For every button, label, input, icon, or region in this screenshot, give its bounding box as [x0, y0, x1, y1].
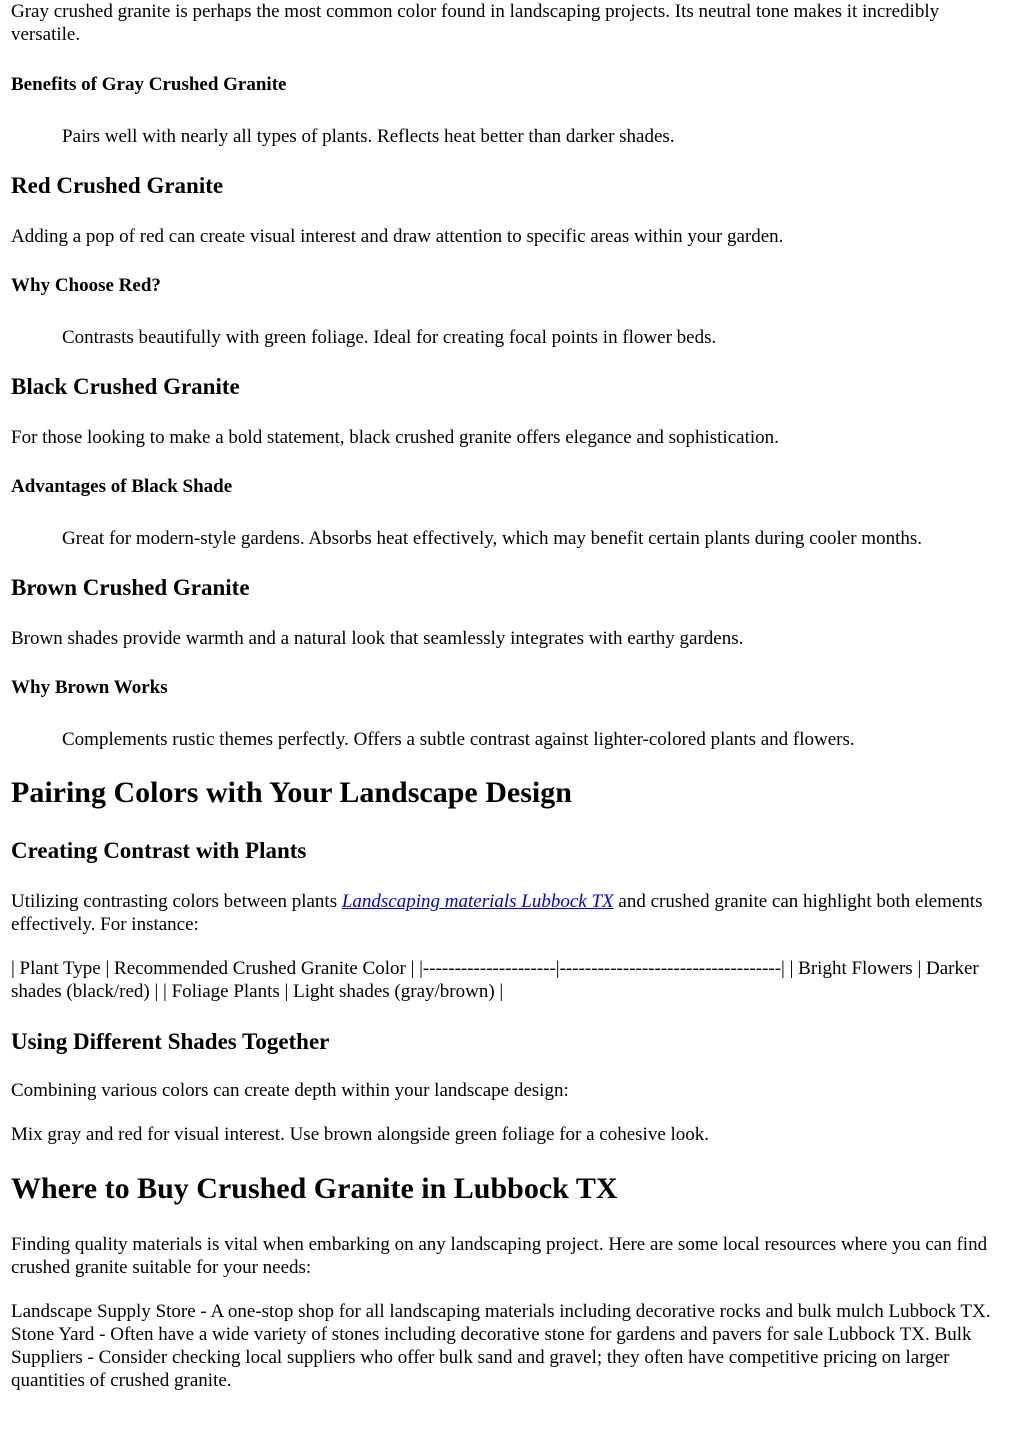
creating-contrast-heading: Creating Contrast with Plants	[11, 838, 307, 863]
black-advantages-quote: Great for modern-style gardens. Absorbs heat effectively, which may benefit certain plants during cooler months.	[62, 528, 923, 549]
landscaping-materials-link[interactable]: Landscaping materials Lubbock TX	[341, 891, 614, 912]
different-shades-list: Mix gray and red for visual interest. Use brown alongside green foliage for a cohesive look.	[11, 1124, 710, 1145]
brown-why-quote: Complements rustic themes perfectly. Offers a subtle contrast against lighter-colored plants and flowers.	[62, 729, 855, 750]
where-to-buy-paragraph: Finding quality materials is vital when embarking on any landscaping project. Here are some local resources where you can find crushed granite suitable for your needs:	[11, 1234, 988, 1278]
brown-why-heading: Why Brown Works	[11, 677, 168, 698]
red-granite-heading: Red Crushed Granite	[11, 173, 224, 198]
black-granite-paragraph: For those looking to make a bold statement, black crushed granite offers elegance and sophistication.	[11, 427, 779, 448]
black-granite-heading: Black Crushed Granite	[11, 374, 240, 399]
gray-benefits-heading: Benefits of Gray Crushed Granite	[11, 74, 287, 95]
different-shades-paragraph: Combining various colors can create depth within your landscape design:	[11, 1080, 569, 1101]
different-shades-heading: Using Different Shades Together	[11, 1029, 330, 1054]
gray-benefits-quote: Pairs well with nearly all types of plants. Reflects heat better than darker shades.	[62, 126, 675, 147]
where-to-buy-heading: Where to Buy Crushed Granite in Lubbock TX	[11, 1172, 618, 1205]
red-granite-paragraph: Adding a pop of red can create visual interest and draw attention to specific areas within your garden.	[11, 226, 784, 247]
where-to-buy-list: Landscape Supply Store - A one-stop shop for all landscaping materials including decorative rocks and bulk mulch Lubbock TX. Stone Yard - Often have a wide variety of stones including decorative stone for gardens and pavers for sale Lubbock TX. Bulk Suppliers - Consider checking local suppliers who offer bulk sand and gravel; they often have competitive pricing on larger quantities of crushed granite.	[11, 1301, 991, 1391]
intro-paragraph: Gray crushed granite is perhaps the most common color found in landscaping projects. Its neutral tone makes it incredibly versatile.	[11, 1, 940, 45]
red-why-quote: Contrasts beautifully with green foliage. Ideal for creating focal points in flower beds.	[62, 327, 717, 348]
contrast-text-before: Utilizing contrasting colors between plants	[11, 891, 342, 912]
contrast-text-after: and crushed granite can highlight both elements effectively. For instance:	[11, 891, 983, 935]
plant-color-table-text: | Plant Type | Recommended Crushed Granite Color | |---------------------|-----------------------------------| | Bright Flowers | Darker shades (black/red) | | Foliage Plants | Light shades (gray/brown) |	[11, 958, 979, 1002]
brown-granite-paragraph: Brown shades provide warmth and a natural look that seamlessly integrates with earthy gardens.	[11, 628, 744, 649]
red-why-heading: Why Choose Red?	[11, 275, 161, 296]
brown-granite-heading: Brown Crushed Granite	[11, 575, 250, 600]
black-advantages-heading: Advantages of Black Shade	[11, 476, 233, 497]
pairing-colors-heading: Pairing Colors with Your Landscape Design	[11, 776, 572, 809]
creating-contrast-paragraph	[11, 890, 1011, 936]
